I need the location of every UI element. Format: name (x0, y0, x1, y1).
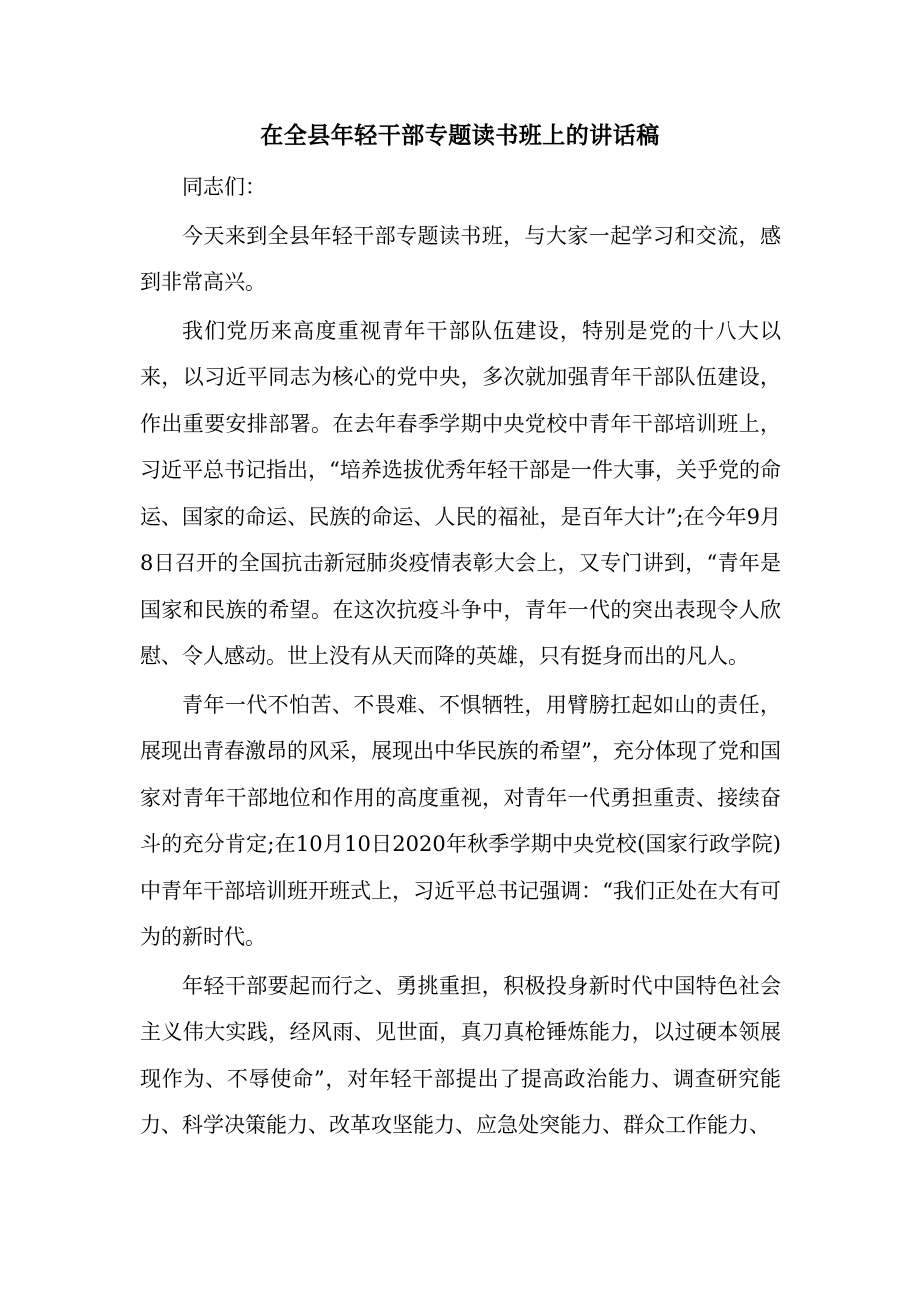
paragraph: 年轻干部要起而行之、勇挑重担，积极投身新时代中国特色社会主义伟大实践，经风雨、见世面，真刀真枪锤炼能力，以过硬本领展现作为、不辱使命”，对年轻干部提出了提高政治能力、调查研究能力、科学决策能力、改革攻坚能力、应急处突能力、群众工作能力、 (140, 973, 781, 1137)
paragraph: 今天来到全县年轻干部专题读书班，与大家一起学习和交流，感到非常高兴。 (140, 223, 781, 294)
paragraph-greeting: 同志们： (182, 175, 266, 199)
paragraph: 青年一代不怕苦、不畏难、不惧牺牲，用臂膀扛起如山的责任，展现出青春激昂的风采，展现出中华民族的希望”，充分体现了党和国家对青年干部地位和作用的高度重视，对青年一代勇担重责、接续奋斗的充分肯定;在10月10日2020年秋季学期中央党校(国家行政学院)中青年干部培训班开班式上，习近平总书记强调：“我们正处在大有可为的新时代。 (140, 692, 781, 949)
document-body (140, 164, 781, 1151)
paragraph: 我们党历来高度重视青年干部队伍建设，特别是党的十八大以来，以习近平同志为核心的党中央，多次就加强青年干部队伍建设，作出重要安排部署。在去年春季学期中央党校中青年干部培训班上，习近平总书记指出，“培养选拔优秀年轻干部是一件大事，关乎党的命运、国家的命运、民族的命运、人民的福祉，是百年大计”;在今年9月8日召开的全国抗击新冠肺炎疫情表彰大会上，又专门讲到，“青年是国家和民族的希望。在这次抗疫斗争中，青年一代的突出表现令人欣慰、令人感动。世上没有从天而降的英雄，只有挺身而出的凡人。 (140, 318, 781, 668)
document-title: 在全县年轻干部专题读书班上的讲话稿 (260, 123, 660, 149)
